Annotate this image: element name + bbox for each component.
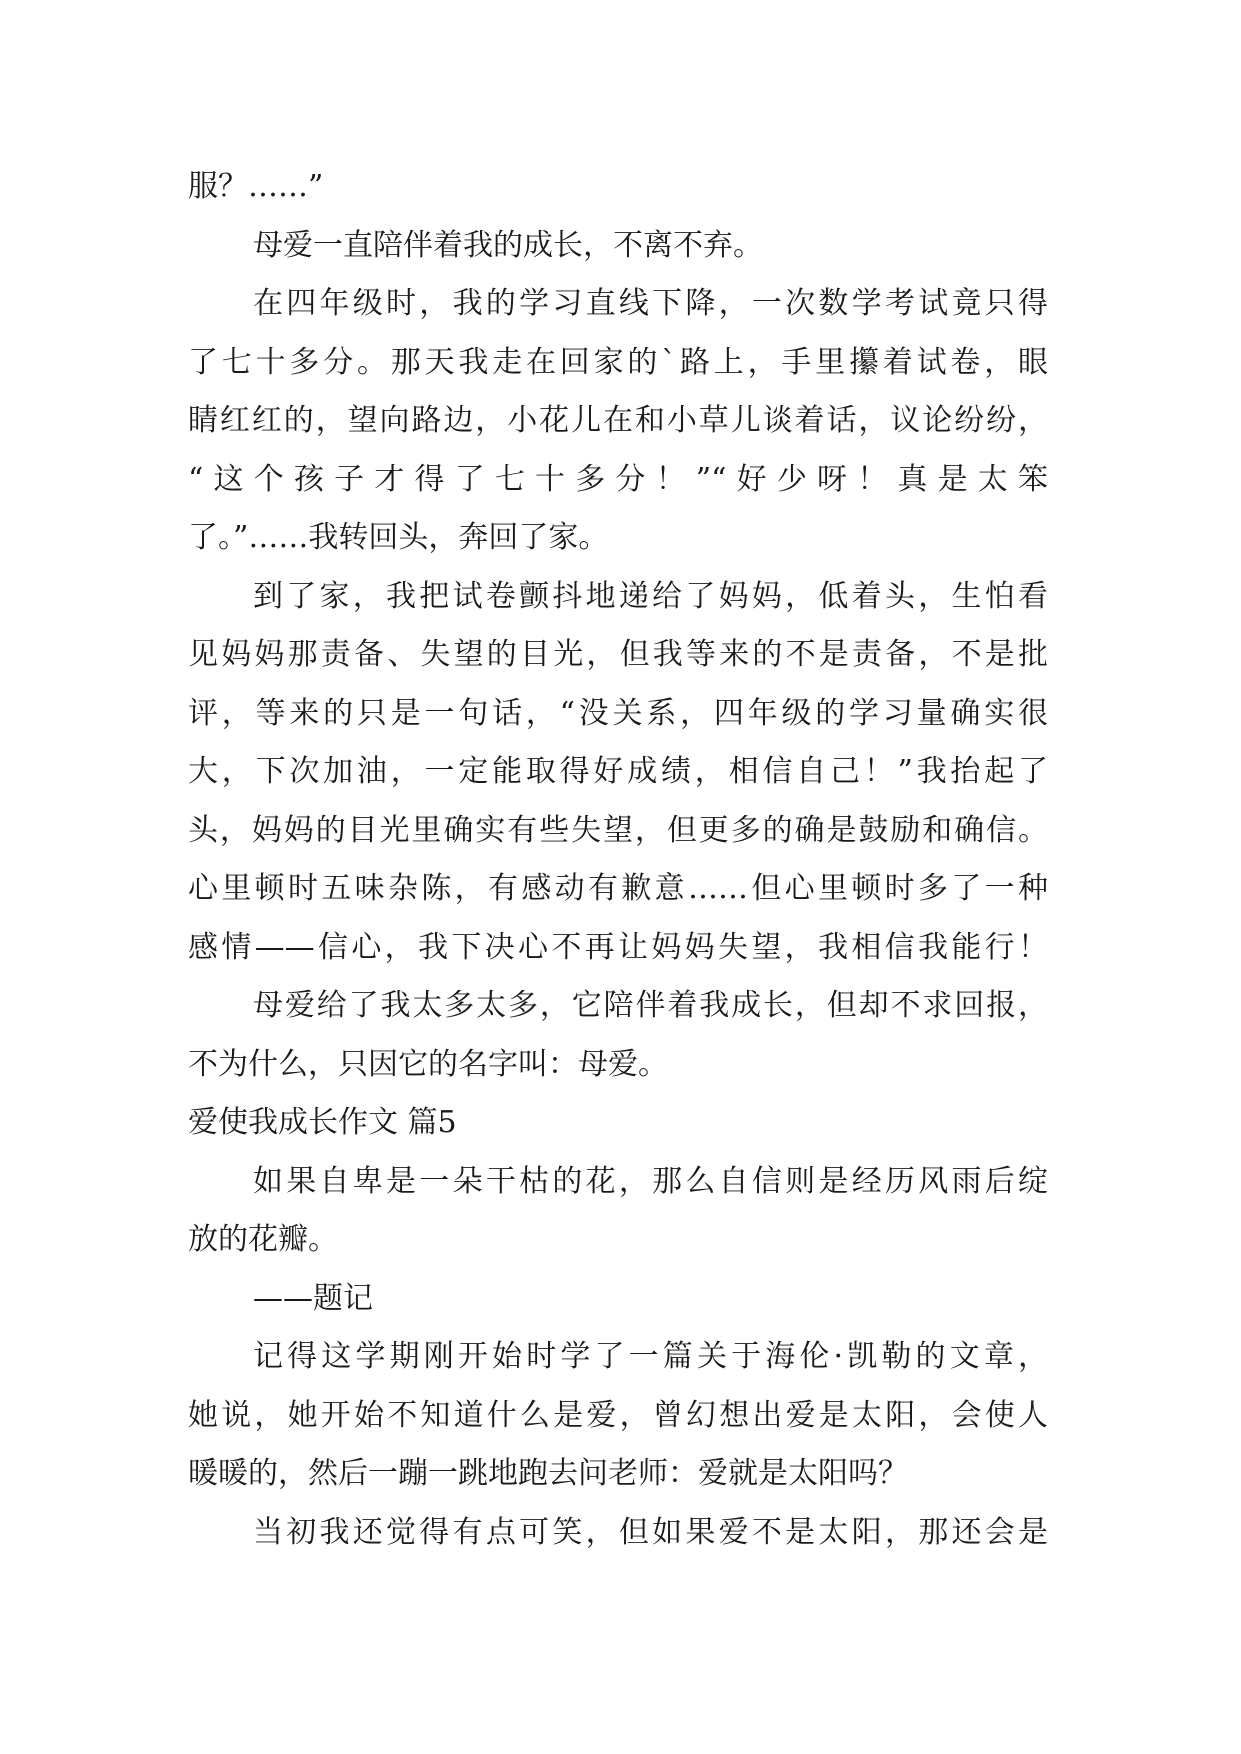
essay-body (188, 158, 1048, 1562)
paragraph-line: 头，妈妈的目光里确实有些失望，但更多的确是鼓励和确信。 (188, 812, 1048, 848)
paragraph-first-line: 在四年级时，我的学习直线下降，一次数学考试竟只得 (253, 286, 1048, 321)
paragraph-line: 睛红红的，望向路边，小花儿在和小草儿谈着话，议论纷纷， (188, 403, 1048, 438)
epigraph-attribution: ——题记 (253, 1280, 373, 1316)
paragraph-last-line: 不为什么，只因它的名字叫：母爱。 (188, 1046, 668, 1082)
paragraph-line: 感情——信心，我下决心不再让妈妈失望，我相信我能行！ (188, 929, 1048, 965)
paragraph-last-line: 放的花瓣。 (188, 1222, 338, 1257)
paragraph-first-line: 记得这学期刚开始时学了一篇关于海伦·凯勒的文章， (253, 1339, 1048, 1374)
paragraph-last-line: 暖暖的，然后一蹦一跳地跑去问老师：爱就是太阳吗？ (188, 1456, 908, 1491)
paragraph-last-line: 了。”……我转回头，奔回了家。 (188, 520, 609, 555)
paragraph-continuation-line: 服？……” (188, 169, 324, 204)
paragraph-first-line: 母爱一直陪伴着我的成长，不离不弃。 (253, 227, 763, 263)
paragraph-first-line: 如果自卑是一朵干枯的花，那么自信则是经历风雨后绽 (253, 1163, 1048, 1199)
paragraph-first-line: 到了家，我把试卷颤抖地递给了妈妈，低着头，生怕看 (253, 578, 1048, 614)
paragraph-first-line: 当初我还觉得有点可笑，但如果爱不是太阳，那还会是 (253, 1514, 1048, 1550)
paragraph-line: “这个孩子才得了七十多分！”“好少呀！真是太笨 (188, 461, 1048, 497)
paragraph-line: 见妈妈那责备、失望的目光，但我等来的不是责备，不是批 (188, 637, 1048, 672)
paragraph-line: 大，下次加油，一定能取得好成绩，相信自己！”我抬起了 (188, 754, 1048, 789)
paragraph-line: 了七十多分。那天我走在回家的`路上，手里攥着试卷，眼 (188, 344, 1048, 380)
paragraph-first-line: 母爱给了我太多太多，它陪伴着我成长，但却不求回报， (253, 988, 1048, 1023)
paragraph-line: 她说，她开始不知道什么是爱，曾幻想出爱是太阳，会使人 (188, 1397, 1048, 1433)
paragraph-line: 评，等来的只是一句话，“没关系，四年级的学习量确实很 (188, 695, 1048, 731)
paragraph-line: 心里顿时五味杂陈，有感动有歉意……但心里顿时多了一种 (188, 871, 1048, 906)
section-heading: 爱使我成长作文 篇5 (188, 1105, 457, 1140)
